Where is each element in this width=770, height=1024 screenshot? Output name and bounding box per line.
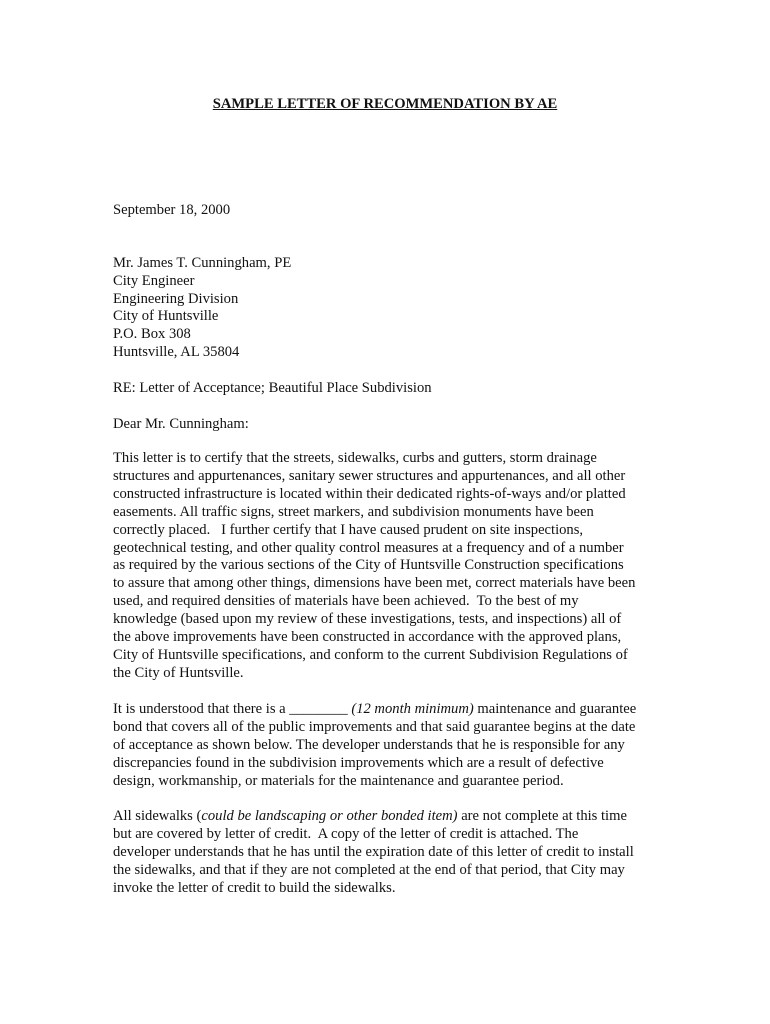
body-paragraph-3 [113,808,634,898]
paragraph-line: the City of Huntsville. [113,664,244,681]
paragraph-text: are not complete at this time [457,808,627,824]
paragraph-text: All sidewalks ( [113,808,202,824]
paragraph-line: of acceptance as shown below. The developer understands that he is responsible for any [113,736,625,753]
recipient-city-state-zip: Huntsville, AL 35804 [113,343,240,360]
recipient-po-box: P.O. Box 308 [113,326,191,343]
paragraph-italic-note: could be landscaping or other bonded item) [201,808,458,824]
paragraph-line: used, and required densities of materials have been achieved. To the best of my [113,593,579,610]
recipient-name: Mr. James T. Cunningham, PE [113,255,292,271]
re-line: RE: Letter of Acceptance; Beautiful Place Subdivision [113,380,432,396]
paragraph-line: easements. All traffic signs, street markers, and subdivision monuments have been [113,503,594,520]
paragraph-line: constructed infrastructure is located within their dedicated rights-of-ways and/or platted [113,485,626,502]
body-paragraph-2 [113,701,636,791]
paragraph-line: knowledge (based upon my review of these investigations, tests, and inspections) all of [113,611,622,628]
paragraph-text: maintenance and guarantee [473,701,637,717]
paragraph-line: geotechnical testing, and other quality control measures at a frequency and of a number [113,539,624,556]
recipient-address [113,255,291,362]
salutation: Dear Mr. Cunningham: [113,416,249,432]
paragraph-line [113,808,634,826]
paragraph-line: City of Huntsville specifications, and conform to the current Subdivision Regulations of [113,646,628,663]
paragraph-line: the sidewalks, and that if they are not completed at the end of that period, that City may [113,861,625,878]
paragraph-line: to assure that among other things, dimensions have been met, correct materials have been [113,575,636,592]
paragraph-line: bond that covers all of the public improvements and that said guarantee begins at the date [113,718,636,735]
recipient-title: City Engineer [113,272,195,289]
paragraph-line: as required by the various sections of the City of Huntsville Construction specifications [113,557,624,574]
paragraph-line: the above improvements have been constructed in accordance with the approved plans, [113,629,622,646]
paragraph-line: but are covered by letter of credit. A copy of the letter of credit is attached. The [113,825,579,842]
letter-date: September 18, 2000 [113,202,231,218]
recipient-city: City of Huntsville [113,308,219,325]
paragraph-line: This letter is to certify that the streets, sidewalks, curbs and gutters, storm drainage [113,450,597,466]
paragraph-line [113,701,636,719]
paragraph-italic-note: (12 month minimum) [351,701,474,717]
paragraph-line: developer understands that he has until the expiration date of this letter of credit to install [113,843,634,860]
paragraph-line: structures and appurtenances, sanitary sewer structures and appurtenances, and all other [113,467,626,484]
paragraph-line: discrepancies found in the subdivision improvements which are a result of defective [113,754,604,771]
paragraph-line: design, workmanship, or materials for the maintenance and guarantee period. [113,772,564,789]
letter-title: SAMPLE LETTER OF RECOMMENDATION BY AE [212,96,558,112]
recipient-division: Engineering Division [113,290,239,307]
paragraph-line: invoke the letter of credit to build the sidewalks. [113,879,396,896]
body-paragraph-1 [113,450,635,683]
paragraph-text: It is understood that there is a ________ [113,701,352,717]
paragraph-line: correctly placed. I further certify that I have caused prudent on site inspections, [113,521,584,538]
